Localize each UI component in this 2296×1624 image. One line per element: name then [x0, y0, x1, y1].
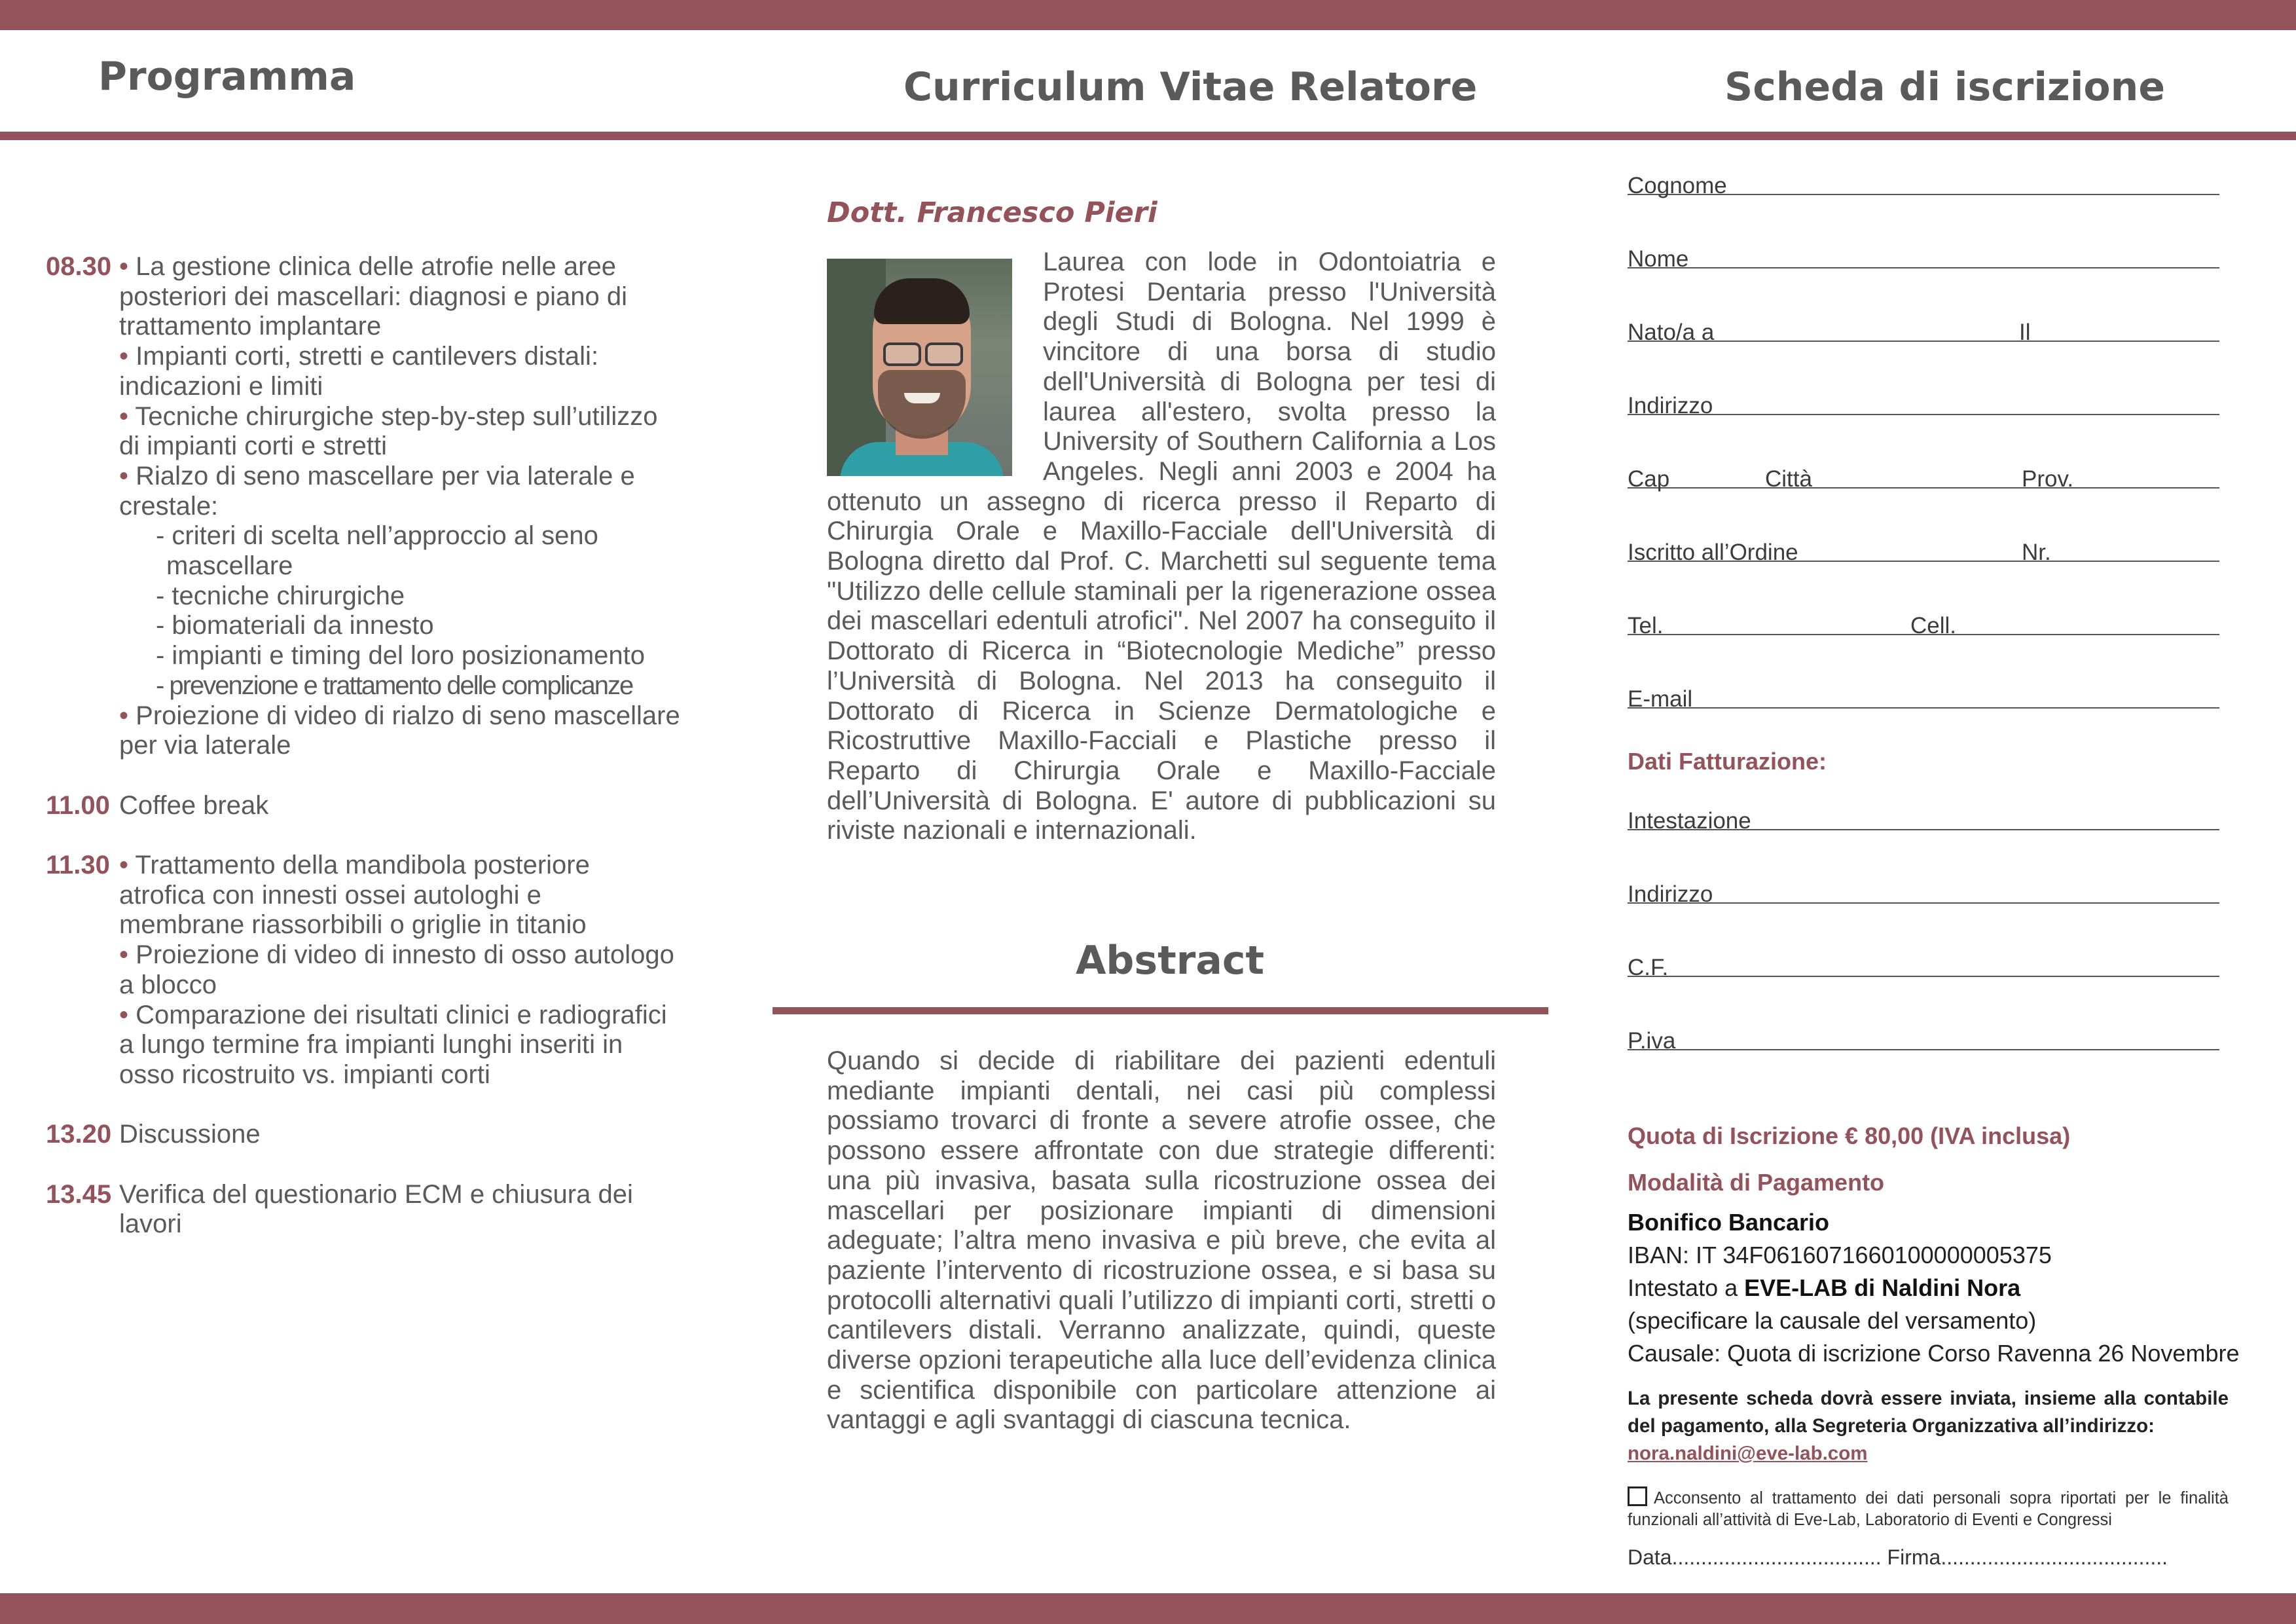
fee-heading: Quota di Iscrizione € 80,00 (IVA inclusa): [1628, 1122, 2071, 1149]
program-subitem: - biomateriali da innesto: [156, 611, 434, 640]
program-list: [46, 252, 746, 1240]
cap-city-field[interactable]: Cap Città Prov.: [1628, 451, 2219, 489]
program-slot: 13.45 Verifica del questionario ECM e chiusura dei lavori: [46, 1179, 633, 1239]
billing-address-field[interactable]: Indirizzo: [1628, 866, 2219, 904]
order-field[interactable]: Iscritto all’Ordine Nr.: [1628, 524, 2219, 562]
program-item: • Impianti corti, stretti e cantilevers distali:: [119, 342, 599, 371]
program-subitem: - prevenzione e trattamento delle complicanze: [156, 671, 633, 700]
program-subitem: - criteri di scelta nell’approccio al seno mascellare: [156, 521, 598, 581]
cognome-field[interactable]: Cognome: [1628, 157, 2219, 195]
cv-text: Laurea con lode in Odontoiatria e Protesi Dentaria presso l'Università degli Studi di Bologna. Nel 1999 è vincitore di una borsa di studio dell'Università di Bologna per tesi di laurea all'estero, svolta presso la University of Southern California a Los Angeles. Negli anni 2003 e 2004 ha ottenuto un assegno di ricerca presso il Reparto di Chirurgia Orale e Maxillo-Facciale dell'Università di Bologna diretto dal Prof. C. Marchetti sul seguente tema "Utilizzo delle cellule staminali per la rigenerazione ossea dei mascellari edentuli atrofici". Nel 2007 ha conseguito il Dottorato di Ricerca in “Biotecnologie Mediche” presso l’Università di Bologna. Nel 2013 ha conseguito il Dottorato di Ricerca in Scienze Dermatologiche e Ricostruttive Maxillo-Facciali e Plastiche presso il Reparto di Chirurgia Orale e Maxillo-Facciale dell’Università di Bologna. E' autore di pubblicazioni su riviste nazionali e internazionali.: [827, 248, 1496, 845]
slot-time: 13.20: [46, 1120, 112, 1149]
program-slot: 08.30 • La gestione clinica delle atrofie nelle aree posteriori dei mascellari: diagnosi e piano di trattamento implantare • Impianti corti, stretti e cantilevers distali: indicazioni e limiti • Tecniche chirurgiche step-by-step sull’utilizzo di impianti corti e stretti • Rialzo di seno mascellare per via laterale e crestale: - criteri di scelta nell’approccio al seno mascellare - tecniche chirurgiche - biomateriali da innesto - impianti e timing del loro posizionamento - prevenzione e trattamento delle complicanze • Proiezione di video di rialzo di seno mascellare per via laterale: [46, 252, 746, 761]
program-item: • La gestione clinica delle atrofie nelle aree: [119, 252, 616, 281]
phone-field[interactable]: Tel. Cell.: [1628, 597, 2219, 635]
programma-heading: Programma: [98, 54, 356, 100]
signature-line[interactable]: Data.................................... Firma.......................................: [1628, 1545, 2168, 1569]
speaker-name: Dott. Francesco Pieri: [827, 196, 1157, 229]
program-item: • Comparazione dei risultati clinici e radiografici: [119, 1000, 667, 1029]
nome-field[interactable]: Nome: [1628, 231, 2219, 268]
abstract-heading: Abstract: [1076, 938, 1265, 984]
program-slot: 11.30 • Trattamento della mandibola posteriore atrofica con innesti ossei autologhi e membrane riassorbibili o griglie in titanio • Proiezione di video di innesto di osso autologo a blocco • Comparazione dei risultati clinici e radiografici a lungo termine fra impianti lunghi inseriti in osso ricostruito vs. impianti corti: [46, 851, 746, 1090]
program-slot: 13.20 Discussione: [46, 1120, 261, 1149]
slot-time: 11.30: [46, 851, 110, 880]
cv-heading: Curriculum Vitae Relatore: [903, 64, 1478, 110]
iban: IBAN: IT 34F0616071660100000005375: [1628, 1242, 2052, 1268]
program-item: • Rialzo di seno mascellare per via laterale e: [119, 461, 635, 490]
slot-time: 13.45: [46, 1179, 112, 1209]
cf-field[interactable]: C.F.: [1628, 939, 2219, 977]
program-subitem: - tecniche chirurgiche: [156, 581, 405, 610]
payment-method-heading: Modalità di Pagamento: [1628, 1169, 1885, 1196]
bottom-band: [0, 1593, 2296, 1624]
slot-time: 08.30: [46, 252, 112, 281]
consent-checkbox[interactable]: [1628, 1486, 1647, 1506]
contact-email-link[interactable]: nora.naldini@eve-lab.com: [1628, 1443, 1868, 1464]
birthplace-field[interactable]: Nato/a a Il: [1628, 304, 2219, 342]
abstract-text: Quando si decide di riabilitare dei pazienti edentuli mediante impianti dentali, nei casi più complessi possiamo trovarci di fronte a severe atrofie ossee, che possono essere affrontate con due strategie differenti: una più invasiva, basata sulla ricostruzione ossea dei mascellari per posizionare impianti di dimensioni adeguate; l’altra meno invasiva e più breve, che evita al paziente l’intervento di ricostruzione ossea, e si basa su protocolli alternativi quali l’utilizzo di impianti corti, stretti o cantilevers distali. Verranno analizzate, quindi, queste diverse opzioni terapeutiche alla luce dell’evidenza clinica e scientifica disponibile con particolare attenzione ai vantaggi e agli svantaggi di ciascuna tecnica.: [827, 1046, 1496, 1435]
submission-note: La presente scheda dovrà essere inviata, insieme alla contabile del pagamento, alla Segreteria Organizzativa all’indirizzo: nora.naldini@eve-lab.com: [1628, 1388, 2229, 1464]
consent: Acconsento al trattamento dei dati personali sopra riportati per le finalità funzionali all’attività di Eve-Lab, Laboratorio di Eventi e Congressi: [1628, 1486, 2229, 1531]
billing-heading: Dati Fatturazione:: [1628, 748, 1827, 775]
program-slot: 11.00 Coffee break: [46, 790, 269, 820]
email-field[interactable]: E-mail: [1628, 671, 2219, 709]
abstract-divider: [773, 1007, 1548, 1014]
intestazione-field[interactable]: Intestazione: [1628, 792, 2219, 830]
top-band: [0, 0, 2296, 30]
slot-time: 11.00: [46, 790, 110, 820]
program-item: • Trattamento della mandibola posteriore: [119, 851, 590, 880]
scheda-heading: Scheda di iscrizione: [1724, 64, 2166, 110]
piva-field[interactable]: P.iva: [1628, 1012, 2219, 1050]
program-item: • Tecniche chirurgiche step-by-step sull’utilizzo: [119, 401, 658, 431]
program-item: • Proiezione di video di innesto di osso autologo: [119, 940, 674, 970]
header-divider: [0, 132, 2296, 140]
program-subitem: - impianti e timing del loro posizionamento: [156, 641, 646, 671]
payment-details: Bonifico Bancario IBAN: IT 34F0616071660100000005375 Intestato a EVE-LAB di Naldini Nora (specificare la causale del versamento) Causale: Quota di iscrizione Corso Ravenna 26 Novembre: [1628, 1209, 2240, 1367]
address-field[interactable]: Indirizzo: [1628, 377, 2219, 415]
program-item: • Proiezione di video di rialzo di seno mascellare: [119, 701, 680, 730]
